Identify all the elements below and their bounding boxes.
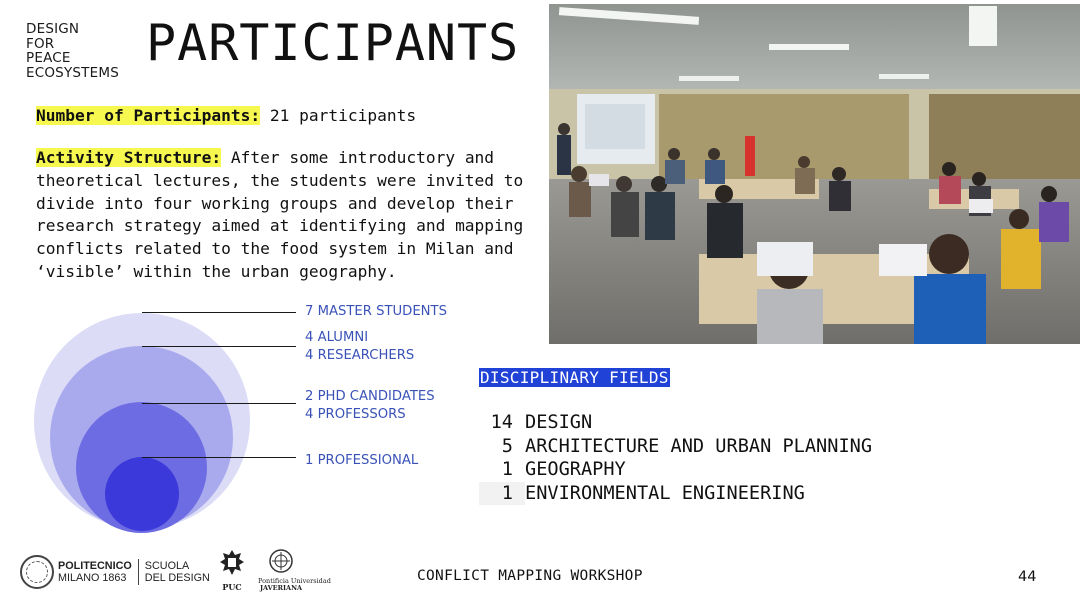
puc-logo xyxy=(216,549,248,592)
brand-line: PEACE xyxy=(26,50,71,67)
label-phd-professors xyxy=(305,388,435,424)
field-count: 1 xyxy=(501,459,513,480)
list-item xyxy=(479,458,872,482)
puc-label: PUC xyxy=(222,582,242,592)
activity-text: After some introductory and theoretical lectures, the students were invited to divide into four working groups and develop their research strategy aimed at identifying and mapping conflicts related to the food system in Milan and ‘visible’ within the urban geography. xyxy=(36,148,524,281)
field-count: 5 xyxy=(501,435,513,457)
page-number: 44 xyxy=(1018,569,1037,585)
leader-line xyxy=(142,346,296,347)
page-title: PARTICIPANTS xyxy=(146,14,520,72)
brand-line: ECOSYSTEMS xyxy=(26,64,119,81)
javeriana-crest-icon xyxy=(267,549,295,573)
workshop-photo xyxy=(549,4,1080,344)
polimi-seal-icon xyxy=(20,555,54,589)
leader-line xyxy=(142,403,296,404)
label-line: 1 PROFESSIONAL xyxy=(305,453,419,468)
disciplinary-heading: DISCIPLINARY FIELDS xyxy=(480,368,669,387)
workshop-photo-illustration xyxy=(549,4,1080,344)
participants-diagram xyxy=(0,300,300,540)
participants-count xyxy=(36,106,416,125)
logo-divider xyxy=(138,559,139,585)
participants-label: Number of Participants: xyxy=(36,106,261,125)
brand-line: DESIGN xyxy=(26,21,80,37)
leader-line xyxy=(142,457,296,458)
scuola-line: DEL DESIGN xyxy=(144,572,210,584)
label-master-students xyxy=(305,303,447,321)
field-name: ENVIRONMENTAL ENGINEERING xyxy=(525,482,805,504)
activity-label: Activity Structure: xyxy=(36,148,222,167)
scuola-name xyxy=(145,560,210,584)
field-count: 14 xyxy=(490,412,513,433)
list-item xyxy=(479,435,872,459)
polimi-line: MILANO 1863 xyxy=(58,572,127,584)
list-item xyxy=(479,482,872,506)
polimi-name xyxy=(58,560,132,584)
brand-logo xyxy=(26,22,119,80)
polimi-logo xyxy=(20,555,210,589)
label-line: 2 PHD CANDIDATES xyxy=(305,389,435,404)
field-name: GEOGRAPHY xyxy=(525,459,626,480)
list-item xyxy=(479,411,872,435)
ring-professional xyxy=(105,457,179,531)
javeriana-line: Pontificia Universidad xyxy=(258,577,331,585)
label-professional xyxy=(305,452,418,470)
field-name: DESIGN xyxy=(525,412,593,433)
brand-line: FOR xyxy=(26,35,55,52)
scuola-line: SCUOLA xyxy=(144,560,190,572)
puc-crest-icon xyxy=(217,549,247,577)
label-line: 7 MASTER STUDENTS xyxy=(305,304,447,319)
field-name: ARCHITECTURE AND URBAN PLANNING xyxy=(525,435,873,457)
javeriana-line: JAVERIANA xyxy=(259,584,303,592)
label-line: 4 PROFESSORS xyxy=(305,407,406,422)
javeriana-logo xyxy=(258,549,331,592)
polimi-line: POLITECNICO xyxy=(58,560,132,572)
activity-structure xyxy=(36,147,526,284)
label-line: 4 ALUMNI xyxy=(305,330,369,345)
label-line: 4 RESEARCHERS xyxy=(305,348,415,363)
disciplinary-list xyxy=(479,411,872,505)
participants-value: 21 participants xyxy=(260,106,417,125)
leader-line xyxy=(142,312,296,313)
label-alumni-researchers xyxy=(305,329,414,365)
footer-title: CONFLICT MAPPING WORKSHOP xyxy=(417,568,643,584)
field-count: 1 xyxy=(479,482,525,506)
